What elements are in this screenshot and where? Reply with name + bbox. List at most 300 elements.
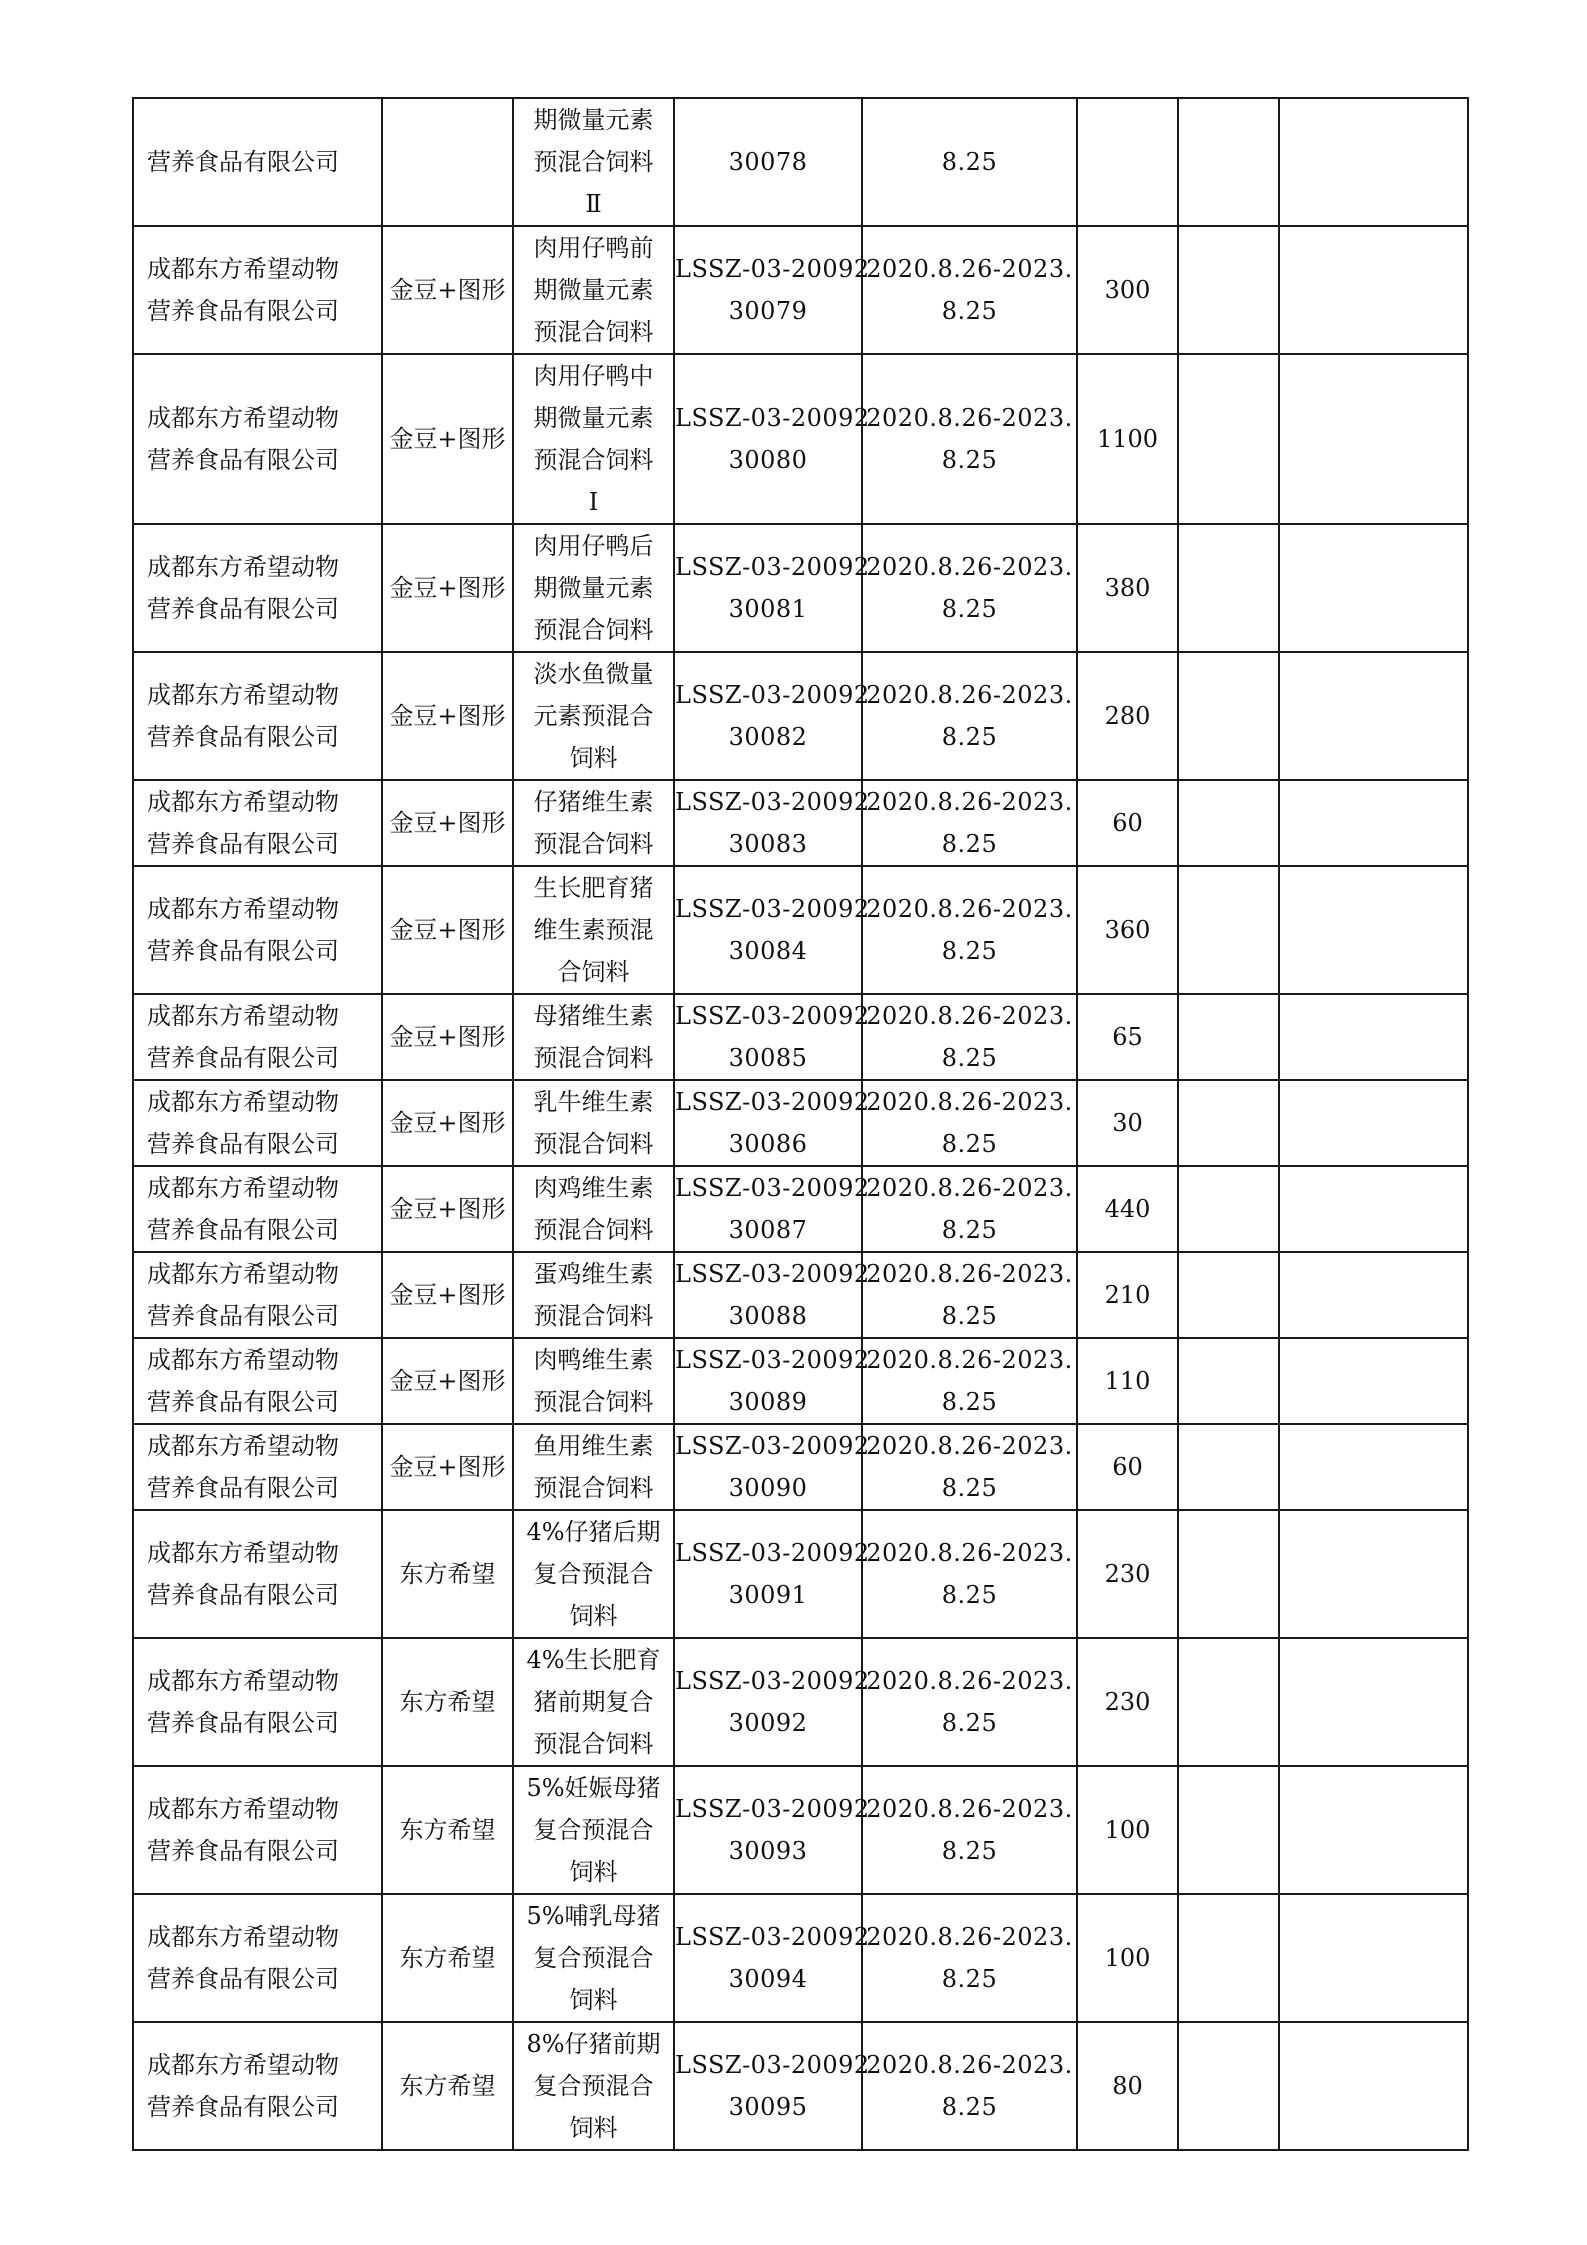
product-name-cell xyxy=(513,1338,674,1424)
remarks-cell xyxy=(1279,226,1468,354)
registration-number-cell xyxy=(674,652,870,780)
validity-period-cell xyxy=(862,1252,1077,1338)
company-cell xyxy=(133,1166,382,1252)
table-row xyxy=(133,652,1468,780)
product-name-cell xyxy=(513,1766,674,1894)
brand-cell: 金豆+图形 xyxy=(382,866,513,994)
company-cell xyxy=(133,1338,382,1424)
brand-cell: 金豆+图形 xyxy=(382,354,513,524)
table-row xyxy=(133,1080,1468,1166)
validity-period-cell xyxy=(862,1424,1077,1510)
product-name-cell xyxy=(513,2022,674,2150)
product-name-cell xyxy=(513,354,674,524)
blank-cell xyxy=(1178,524,1279,652)
company-cell xyxy=(133,1424,382,1510)
registration-number-cell-line: LSSZ-03-20092 xyxy=(675,553,870,581)
validity-period-cell xyxy=(862,1080,1077,1166)
product-name-cell-line: 饲料 xyxy=(569,744,618,772)
registration-number-cell-line: LSSZ-03-20092 xyxy=(675,1795,870,1823)
validity-period-cell-line: 8.25 xyxy=(941,1474,998,1502)
blank-cell xyxy=(1178,1510,1279,1638)
product-name-cell xyxy=(513,1510,674,1638)
validity-period-cell-line: 8.25 xyxy=(941,1837,998,1865)
company-cell-line: 成都东方希望动物 xyxy=(147,1346,339,1374)
product-name-cell-line: 肉鸡维生素 xyxy=(533,1174,654,1202)
product-name-cell-line: 预混合饲料 xyxy=(533,1730,654,1758)
company-cell-line: 成都东方希望动物 xyxy=(147,1795,339,1823)
product-name-cell xyxy=(513,1424,674,1510)
blank-cell xyxy=(1178,780,1279,866)
validity-period-cell-line: 2020.8.26-2023. xyxy=(866,1002,1073,1030)
blank-cell xyxy=(1178,1338,1279,1424)
product-name-cell-line: 5%妊娠母猪 xyxy=(526,1774,661,1802)
registration-number-cell-line: LSSZ-03-20092 xyxy=(675,255,870,283)
company-cell xyxy=(133,780,382,866)
validity-period-cell-line: 2020.8.26-2023. xyxy=(866,2051,1073,2079)
validity-period-cell xyxy=(862,524,1077,652)
validity-period-cell-line: 2020.8.26-2023. xyxy=(866,1260,1073,1288)
registration-number-cell-line: 30094 xyxy=(728,1965,808,1993)
table-row xyxy=(133,354,1468,524)
company-cell-line: 营养食品有限公司 xyxy=(147,1965,339,1993)
registration-number-cell-line: LSSZ-03-20092 xyxy=(675,2051,870,2079)
blank-cell xyxy=(1178,1080,1279,1166)
company-cell xyxy=(133,98,382,226)
company-cell-line: 成都东方希望动物 xyxy=(147,1923,339,1951)
blank-cell xyxy=(1178,1638,1279,1766)
company-cell-line: 成都东方希望动物 xyxy=(147,1432,339,1460)
company-cell-line: 营养食品有限公司 xyxy=(147,1474,339,1502)
table-row xyxy=(133,1166,1468,1252)
product-name-cell-line: 合饲料 xyxy=(557,958,630,986)
remarks-cell xyxy=(1279,2022,1468,2150)
company-cell-line: 营养食品有限公司 xyxy=(147,595,339,623)
product-name-cell-line: 生长肥育猪 xyxy=(533,874,654,902)
registration-number-cell-line: 30095 xyxy=(728,2093,808,2121)
validity-period-cell-line: 8.25 xyxy=(941,297,998,325)
product-name-cell-line: 8%仔猪前期 xyxy=(526,2030,661,2058)
validity-period-cell xyxy=(862,98,1077,226)
validity-period-cell-line: 2020.8.26-2023. xyxy=(866,1667,1073,1695)
company-cell xyxy=(133,1252,382,1338)
validity-period-cell-line: 2020.8.26-2023. xyxy=(866,1432,1073,1460)
product-name-cell-line: 肉用仔鸭后 xyxy=(533,532,654,560)
registration-number-cell xyxy=(674,524,870,652)
validity-period-cell-line: 8.25 xyxy=(941,1044,998,1072)
remarks-cell xyxy=(1279,1338,1468,1424)
product-name-cell-line: 维生素预混 xyxy=(533,916,654,944)
validity-period-cell-line: 2020.8.26-2023. xyxy=(866,1174,1073,1202)
registration-number-cell-line: LSSZ-03-20092 xyxy=(675,1346,870,1374)
product-name-cell-line: 预混合饲料 xyxy=(533,446,654,474)
validity-period-cell xyxy=(862,1338,1077,1424)
blank-cell xyxy=(1178,354,1279,524)
registration-number-cell-line: 30082 xyxy=(728,723,808,751)
registration-number-cell xyxy=(674,1424,870,1510)
blank-cell xyxy=(1178,1894,1279,2022)
validity-period-cell xyxy=(862,1894,1077,2022)
validity-period-cell xyxy=(862,780,1077,866)
brand-cell: 金豆+图形 xyxy=(382,1166,513,1252)
validity-period-cell-line: 2020.8.26-2023. xyxy=(866,895,1073,923)
table-row xyxy=(133,1338,1468,1424)
company-cell-line: 成都东方希望动物 xyxy=(147,1088,339,1116)
registration-number-cell-line: LSSZ-03-20092 xyxy=(675,1002,870,1030)
company-cell-line: 成都东方希望动物 xyxy=(147,1002,339,1030)
table-row xyxy=(133,2022,1468,2150)
company-cell-line: 成都东方希望动物 xyxy=(147,1667,339,1695)
remarks-cell xyxy=(1279,994,1468,1080)
product-name-cell xyxy=(513,780,674,866)
company-cell-line: 营养食品有限公司 xyxy=(147,830,339,858)
amount-cell: 30 xyxy=(1077,1080,1178,1166)
brand-cell: 东方希望 xyxy=(382,1766,513,1894)
product-name-cell xyxy=(513,1252,674,1338)
blank-cell xyxy=(1178,2022,1279,2150)
registration-number-cell-line: 30093 xyxy=(728,1837,808,1865)
registration-number-cell-line: LSSZ-03-20092 xyxy=(675,1539,870,1567)
validity-period-cell-line: 2020.8.26-2023. xyxy=(866,1088,1073,1116)
amount-cell: 80 xyxy=(1077,2022,1178,2150)
feed-registration-table xyxy=(132,97,1469,2151)
registration-number-cell-line: 30083 xyxy=(728,830,808,858)
table-row xyxy=(133,524,1468,652)
validity-period-cell xyxy=(862,994,1077,1080)
blank-cell xyxy=(1178,98,1279,226)
company-cell xyxy=(133,524,382,652)
company-cell-line: 成都东方希望动物 xyxy=(147,895,339,923)
amount-cell: 1100 xyxy=(1077,354,1178,524)
validity-period-cell xyxy=(862,1766,1077,1894)
validity-period-cell-line: 8.25 xyxy=(941,1581,998,1609)
registration-number-cell xyxy=(674,1894,870,2022)
company-cell-line: 营养食品有限公司 xyxy=(147,1302,339,1330)
validity-period-cell-line: 8.25 xyxy=(941,1965,998,1993)
company-cell-line: 营养食品有限公司 xyxy=(147,1709,339,1737)
table-body xyxy=(133,98,1468,2150)
validity-period-cell-line: 2020.8.26-2023. xyxy=(866,553,1073,581)
amount-cell: 100 xyxy=(1077,1766,1178,1894)
product-name-cell-line: 猪前期复合 xyxy=(533,1688,654,1716)
remarks-cell xyxy=(1279,524,1468,652)
product-name-cell-line: 饲料 xyxy=(569,1602,618,1630)
registration-number-cell-line: 30081 xyxy=(728,595,808,623)
validity-period-cell-line: 2020.8.26-2023. xyxy=(866,1923,1073,1951)
product-name-cell-line: 预混合饲料 xyxy=(533,1044,654,1072)
brand-cell: 东方希望 xyxy=(382,1894,513,2022)
blank-cell xyxy=(1178,1252,1279,1338)
blank-cell xyxy=(1178,1424,1279,1510)
company-cell-line: 营养食品有限公司 xyxy=(147,1581,339,1609)
remarks-cell xyxy=(1279,1894,1468,2022)
remarks-cell xyxy=(1279,354,1468,524)
brand-cell: 金豆+图形 xyxy=(382,1252,513,1338)
registration-number-cell xyxy=(674,1166,870,1252)
amount-cell: 380 xyxy=(1077,524,1178,652)
product-name-cell-line: 期微量元素 xyxy=(533,106,654,134)
remarks-cell xyxy=(1279,1766,1468,1894)
registration-number-cell-line: 30087 xyxy=(728,1216,808,1244)
registration-number-cell-line: 30079 xyxy=(728,297,808,325)
company-cell-line: 营养食品有限公司 xyxy=(147,297,339,325)
product-name-cell-line: 母猪维生素 xyxy=(533,1002,654,1030)
amount-cell: 60 xyxy=(1077,780,1178,866)
company-cell xyxy=(133,354,382,524)
company-cell-line: 营养食品有限公司 xyxy=(147,723,339,751)
validity-period-cell-line: 8.25 xyxy=(941,148,998,176)
remarks-cell xyxy=(1279,780,1468,866)
registration-number-cell-line: LSSZ-03-20092 xyxy=(675,1260,870,1288)
remarks-cell xyxy=(1279,1080,1468,1166)
product-name-cell-line: 期微量元素 xyxy=(533,404,654,432)
product-name-cell-line: 预混合饲料 xyxy=(533,1388,654,1416)
remarks-cell xyxy=(1279,1252,1468,1338)
validity-period-cell xyxy=(862,866,1077,994)
product-name-cell xyxy=(513,1638,674,1766)
registration-number-cell-line: LSSZ-03-20092 xyxy=(675,1923,870,1951)
product-name-cell-line: 复合预混合 xyxy=(533,1944,654,1972)
company-cell-line: 营养食品有限公司 xyxy=(147,1837,339,1865)
product-name-cell-line: 饲料 xyxy=(569,1986,618,2014)
validity-period-cell-line: 8.25 xyxy=(941,1388,998,1416)
validity-period-cell-line: 8.25 xyxy=(941,937,998,965)
validity-period-cell xyxy=(862,226,1077,354)
validity-period-cell-line: 2020.8.26-2023. xyxy=(866,255,1073,283)
validity-period-cell-line: 8.25 xyxy=(941,1216,998,1244)
product-name-cell xyxy=(513,1166,674,1252)
validity-period-cell xyxy=(862,1638,1077,1766)
validity-period-cell-line: 2020.8.26-2023. xyxy=(866,788,1073,816)
brand-cell: 金豆+图形 xyxy=(382,1424,513,1510)
registration-number-cell-line: 30085 xyxy=(728,1044,808,1072)
product-name-cell-line: 复合预混合 xyxy=(533,1560,654,1588)
table-row xyxy=(133,1252,1468,1338)
company-cell-line: 营养食品有限公司 xyxy=(147,1130,339,1158)
product-name-cell xyxy=(513,98,674,226)
company-cell-line: 成都东方希望动物 xyxy=(147,553,339,581)
company-cell-line: 营养食品有限公司 xyxy=(147,446,339,474)
blank-cell xyxy=(1178,1166,1279,1252)
amount-cell: 65 xyxy=(1077,994,1178,1080)
registration-number-cell-line: 30086 xyxy=(728,1130,808,1158)
product-name-cell-line: 预混合饲料 xyxy=(533,616,654,644)
validity-period-cell xyxy=(862,2022,1077,2150)
registration-number-cell-line: LSSZ-03-20092 xyxy=(675,895,870,923)
validity-period-cell-line: 8.25 xyxy=(941,830,998,858)
blank-cell xyxy=(1178,1766,1279,1894)
product-name-cell-line: 饲料 xyxy=(569,2114,618,2142)
product-name-cell-line: 复合预混合 xyxy=(533,2072,654,2100)
product-name-cell xyxy=(513,652,674,780)
registration-number-cell-line: 30090 xyxy=(728,1474,808,1502)
table-row xyxy=(133,994,1468,1080)
product-name-cell-line: Ⅰ xyxy=(588,488,599,516)
amount-cell: 280 xyxy=(1077,652,1178,780)
product-name-cell-line: 预混合饲料 xyxy=(533,1130,654,1158)
table-row xyxy=(133,1766,1468,1894)
product-name-cell-line: 5%哺乳母猪 xyxy=(526,1902,661,1930)
company-cell xyxy=(133,866,382,994)
company-cell-line: 营养食品有限公司 xyxy=(147,1388,339,1416)
registration-number-cell xyxy=(674,2022,870,2150)
company-cell-line: 营养食品有限公司 xyxy=(147,148,339,176)
validity-period-cell xyxy=(862,652,1077,780)
table-row xyxy=(133,226,1468,354)
validity-period-cell-line: 8.25 xyxy=(941,446,998,474)
validity-period-cell-line: 2020.8.26-2023. xyxy=(866,1539,1073,1567)
registration-number-cell xyxy=(674,994,870,1080)
brand-cell: 东方希望 xyxy=(382,1510,513,1638)
registration-number-cell xyxy=(674,780,870,866)
product-name-cell xyxy=(513,226,674,354)
registration-number-cell xyxy=(674,98,862,226)
registration-number-cell-line: 30084 xyxy=(728,937,808,965)
product-name-cell-line: 肉用仔鸭前 xyxy=(533,234,654,262)
company-cell xyxy=(133,226,382,354)
company-cell xyxy=(133,994,382,1080)
company-cell xyxy=(133,1510,382,1638)
company-cell-line: 成都东方希望动物 xyxy=(147,404,339,432)
registration-number-cell-line: LSSZ-03-20092 xyxy=(675,681,870,709)
registration-number-cell xyxy=(674,866,870,994)
amount-cell: 440 xyxy=(1077,1166,1178,1252)
company-cell xyxy=(133,1766,382,1894)
registration-number-cell-line: LSSZ-03-20092 xyxy=(675,1432,870,1460)
product-name-cell-line: 4%仔猪后期 xyxy=(526,1518,661,1546)
validity-period-cell-line: 2020.8.26-2023. xyxy=(866,404,1073,432)
company-cell xyxy=(133,2022,382,2150)
amount-cell: 100 xyxy=(1077,1894,1178,2022)
table-row xyxy=(133,1510,1468,1638)
registration-number-cell-line: LSSZ-03-20092 xyxy=(675,404,870,432)
blank-cell xyxy=(1178,652,1279,780)
validity-period-cell-line: 8.25 xyxy=(941,723,998,751)
amount-cell: 110 xyxy=(1077,1338,1178,1424)
product-name-cell-line: 饲料 xyxy=(569,1858,618,1886)
blank-cell xyxy=(1178,994,1279,1080)
product-name-cell-line: 肉鸭维生素 xyxy=(533,1346,654,1374)
registration-number-cell xyxy=(674,1080,870,1166)
table-row xyxy=(133,1638,1468,1766)
registration-number-cell-line: 30080 xyxy=(728,446,808,474)
product-name-cell-line: 期微量元素 xyxy=(533,574,654,602)
registration-number-cell-line: LSSZ-03-20092 xyxy=(675,1088,870,1116)
brand-cell: 金豆+图形 xyxy=(382,524,513,652)
company-cell-line: 成都东方希望动物 xyxy=(147,1174,339,1202)
product-name-cell-line: 复合预混合 xyxy=(533,1816,654,1844)
remarks-cell xyxy=(1279,1510,1468,1638)
registration-number-cell xyxy=(674,1252,870,1338)
registration-number-cell xyxy=(674,1510,870,1638)
remarks-cell xyxy=(1279,1166,1468,1252)
company-cell-line: 成都东方希望动物 xyxy=(147,255,339,283)
remarks-cell xyxy=(1279,866,1468,994)
remarks-cell xyxy=(1279,1424,1468,1510)
amount-cell: 210 xyxy=(1077,1252,1178,1338)
table-row xyxy=(133,866,1468,994)
validity-period-cell xyxy=(862,354,1077,524)
company-cell xyxy=(133,1638,382,1766)
brand-cell: 金豆+图形 xyxy=(382,780,513,866)
registration-number-cell-line: 30089 xyxy=(728,1388,808,1416)
registration-number-cell-line: LSSZ-03-20092 xyxy=(675,788,870,816)
amount-cell: 230 xyxy=(1077,1510,1178,1638)
brand-cell: 金豆+图形 xyxy=(382,1338,513,1424)
validity-period-cell-line: 8.25 xyxy=(941,2093,998,2121)
validity-period-cell xyxy=(862,1510,1077,1638)
company-cell-line: 营养食品有限公司 xyxy=(147,1044,339,1072)
validity-period-cell xyxy=(862,1166,1077,1252)
validity-period-cell-line: 8.25 xyxy=(941,1130,998,1158)
brand-cell: 东方希望 xyxy=(382,2022,513,2150)
brand-cell: 金豆+图形 xyxy=(382,652,513,780)
registration-number-cell xyxy=(674,354,870,524)
company-cell-line: 成都东方希望动物 xyxy=(147,681,339,709)
product-name-cell-line: 淡水鱼微量 xyxy=(533,660,654,688)
company-cell xyxy=(133,652,382,780)
product-name-cell-line: 鱼用维生素 xyxy=(533,1432,654,1460)
blank-cell xyxy=(1178,226,1279,354)
amount-cell: 230 xyxy=(1077,1638,1178,1766)
product-name-cell-line: 预混合饲料 xyxy=(533,1216,654,1244)
validity-period-cell-line: 8.25 xyxy=(941,595,998,623)
product-name-cell-line: 乳牛维生素 xyxy=(533,1088,654,1116)
validity-period-cell-line: 8.25 xyxy=(941,1302,998,1330)
blank-cell xyxy=(1178,866,1279,994)
product-name-cell-line: 预混合饲料 xyxy=(533,1474,654,1502)
product-name-cell-line: 预混合饲料 xyxy=(533,830,654,858)
product-name-cell-line: 仔猪维生素 xyxy=(533,788,654,816)
registration-number-cell-line: LSSZ-03-20092 xyxy=(675,1667,870,1695)
product-name-cell-line: 元素预混合 xyxy=(533,702,654,730)
company-cell xyxy=(133,1894,382,2022)
product-name-cell-line: 预混合饲料 xyxy=(533,148,654,176)
product-name-cell-line: 预混合饲料 xyxy=(533,1302,654,1330)
product-name-cell-line: 4%生长肥育 xyxy=(526,1646,661,1674)
company-cell xyxy=(133,1080,382,1166)
registration-number-cell-line: 30078 xyxy=(728,148,808,176)
product-name-cell-line: 肉用仔鸭中 xyxy=(533,362,654,390)
amount-cell: 300 xyxy=(1077,226,1178,354)
brand-cell: 金豆+图形 xyxy=(382,226,513,354)
registration-number-cell xyxy=(674,1766,870,1894)
brand-cell: 金豆+图形 xyxy=(382,1080,513,1166)
product-name-cell xyxy=(513,1080,674,1166)
amount-cell xyxy=(1077,98,1178,226)
registration-number-cell xyxy=(674,226,870,354)
product-name-cell-line: 期微量元素 xyxy=(533,276,654,304)
product-name-cell xyxy=(513,866,674,994)
product-name-cell xyxy=(513,1894,674,2022)
product-name-cell xyxy=(513,524,674,652)
registration-number-cell xyxy=(674,1338,870,1424)
amount-cell: 360 xyxy=(1077,866,1178,994)
company-cell-line: 营养食品有限公司 xyxy=(147,937,339,965)
amount-cell: 60 xyxy=(1077,1424,1178,1510)
product-name-cell-line: 预混合饲料 xyxy=(533,318,654,346)
registration-number-cell-line: LSSZ-03-20092 xyxy=(675,1174,870,1202)
company-cell-line: 成都东方希望动物 xyxy=(147,1260,339,1288)
company-cell-line: 成都东方希望动物 xyxy=(147,788,339,816)
company-cell-line: 营养食品有限公司 xyxy=(147,2093,339,2121)
brand-cell: 金豆+图形 xyxy=(382,994,513,1080)
validity-period-cell-line: 2020.8.26-2023. xyxy=(866,1795,1073,1823)
brand-cell xyxy=(382,98,513,226)
company-cell-line: 成都东方希望动物 xyxy=(147,1539,339,1567)
registration-number-cell-line: 30091 xyxy=(728,1581,808,1609)
product-name-cell xyxy=(513,994,674,1080)
table-row xyxy=(133,1424,1468,1510)
